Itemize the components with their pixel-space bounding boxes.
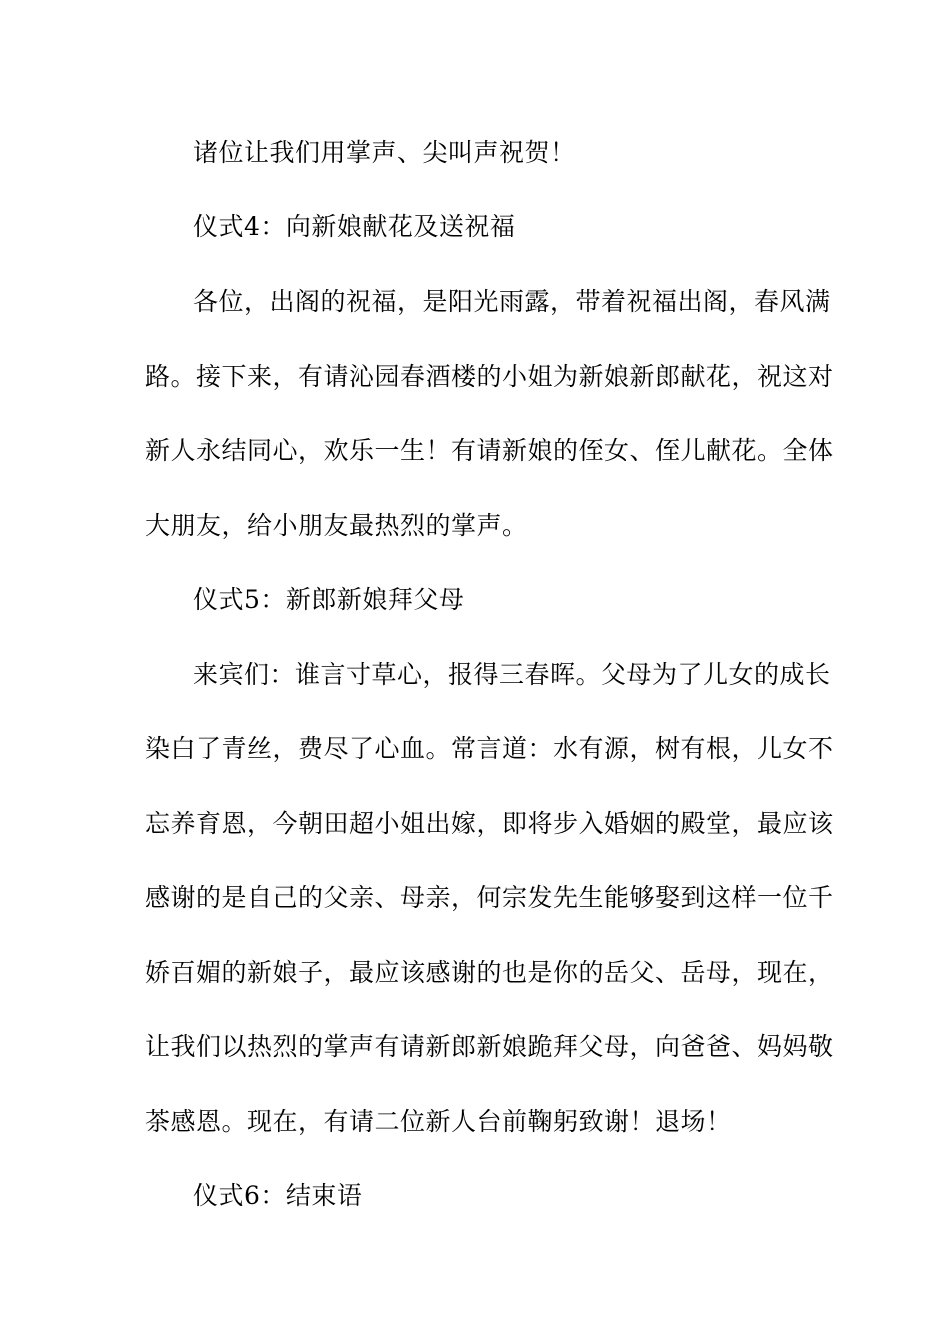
paragraph-line: 诸位让我们用掌声、尖叫声祝贺！	[193, 138, 576, 167]
paragraph-line: 染白了青丝，费尽了心血。常言道：水有源，树有根，儿女不	[145, 734, 834, 763]
paragraph-line: 忘养育恩，今朝田超小姐出嫁，即将步入婚姻的殿堂，最应该	[145, 809, 834, 838]
section-heading: 仪式6：结束语	[193, 1181, 363, 1210]
paragraph-line: 各位，出阁的祝福，是阳光雨露，带着祝福出阁，春风满	[193, 287, 831, 316]
paragraph-line: 让我们以热烈的掌声有请新郎新娘跪拜父母，向爸爸、妈妈敬	[145, 1032, 834, 1061]
paragraph-line: 路。接下来，有请沁园春酒楼的小姐为新娘新郎献花，祝这对	[145, 362, 834, 391]
paragraph-line: 茶感恩。现在，有请二位新人台前鞠躬致谢！退场！	[145, 1107, 732, 1136]
paragraph-line: 感谢的是自己的父亲、母亲，何宗发先生能够娶到这样一位千	[145, 883, 834, 912]
paragraph-line: 大朋友，给小朋友最热烈的掌声。	[145, 511, 528, 540]
section-heading: 仪式4：向新娘献花及送祝福	[193, 212, 516, 241]
paragraph-line: 娇百媚的新娘子，最应该感谢的也是你的岳父、岳母，现在，	[145, 958, 834, 987]
paragraph-line: 来宾们：谁言寸草心，报得三春晖。父母为了儿女的成长	[193, 660, 831, 689]
paragraph-line: 新人永结同心，欢乐一生！有请新娘的侄女、侄儿献花。全体	[145, 436, 834, 465]
section-heading: 仪式5：新郎新娘拜父母	[193, 585, 465, 614]
